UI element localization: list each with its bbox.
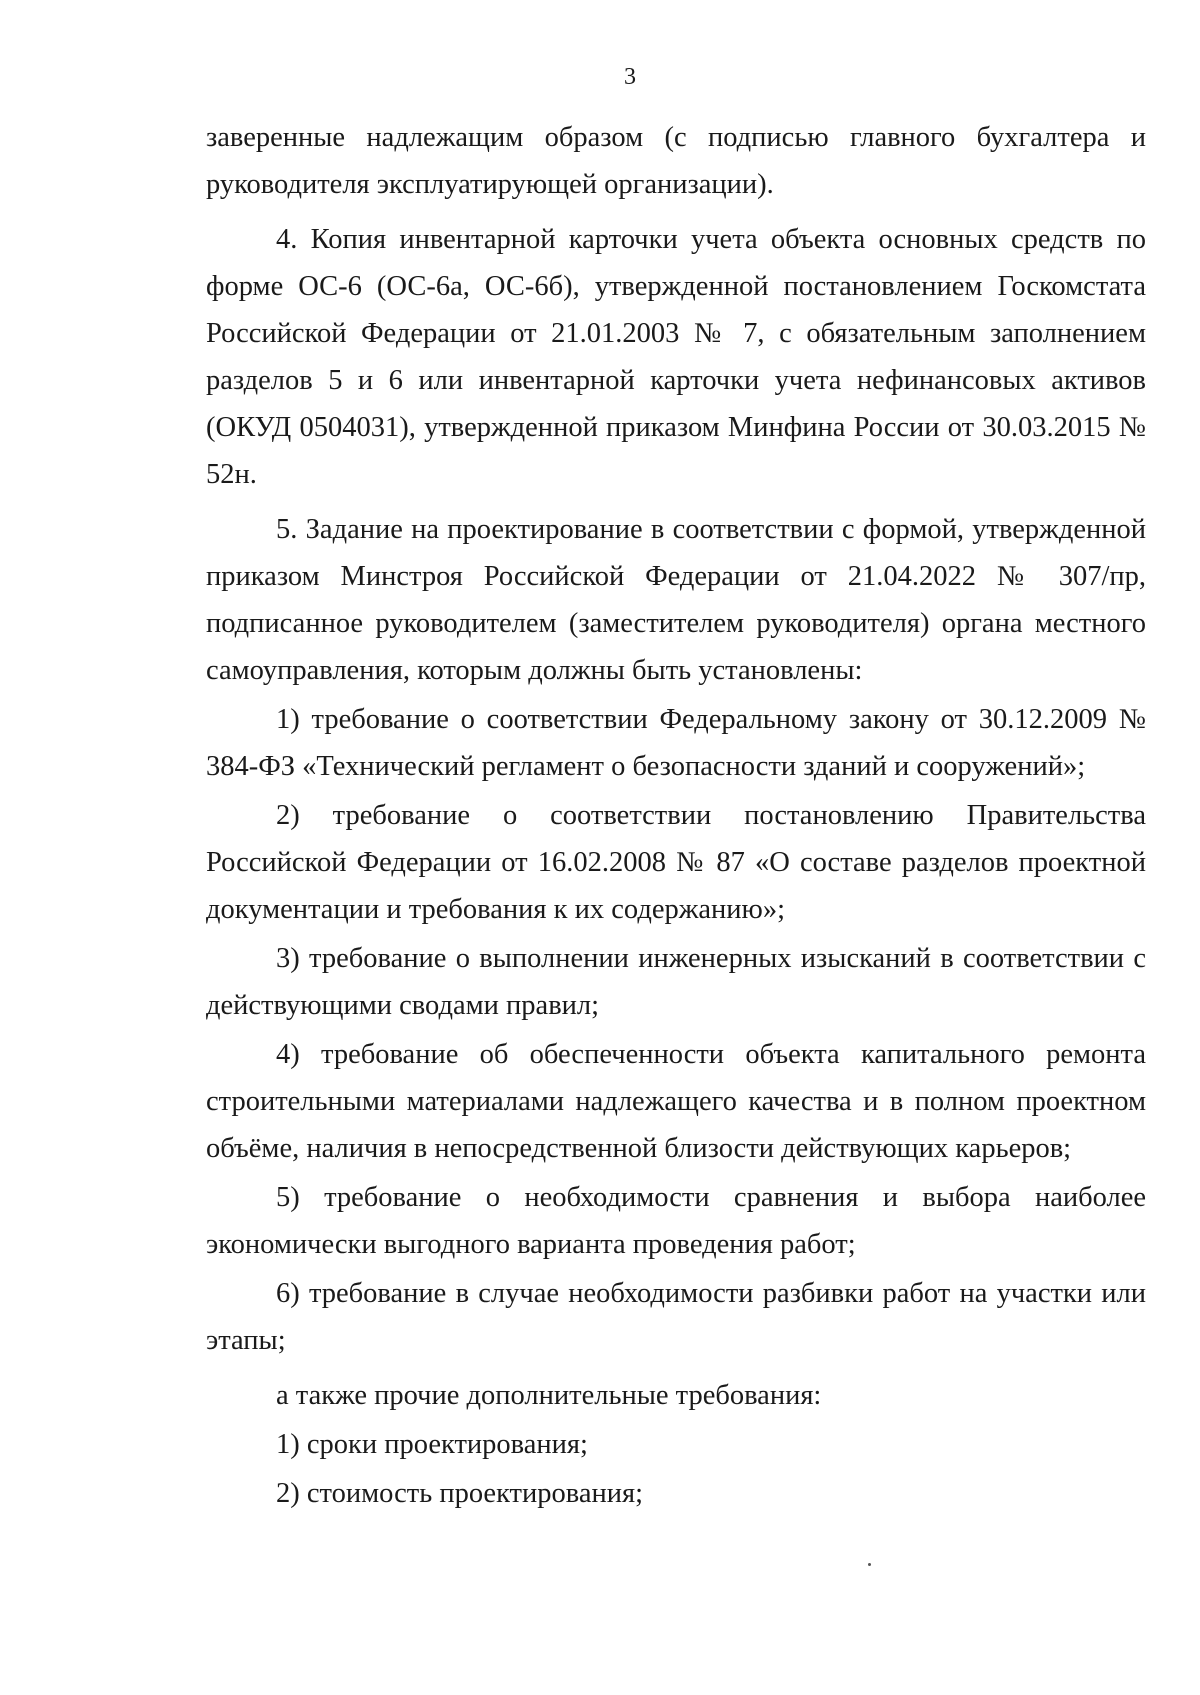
paragraph-item-4: 4. Копия инвентарной карточки учета объекта основных средств по форме ОС-6 (ОС-6а, ОС-6б), утвержденной постановлением Госкомстата Российской Федерации от 21.01.2003 № 7, с обязательным заполнением разделов 5 и 6 или инвентарной карточки учета нефинансовых активов (ОКУД 0504031), утвержденной приказом Минфина России от 30.03.2015 № 52н. [206, 224, 1146, 490]
page-number: 3 [624, 64, 636, 90]
subitem-5: 5) требование о необходимости сравнения и выбора наиболее экономически выгодного варианта проведения работ; [206, 1182, 1146, 1260]
subitem-4: 4) требование об обеспеченности объекта капитального ремонта строительными материалами надлежащего качества и в полном проектном объёме, наличия в непосредственной близости действующих карьеров; [206, 1039, 1146, 1164]
paragraph-item-5: 5. Задание на проектирование в соответствии с формой, утвержденной приказом Минстроя Российской Федерации от 21.04.2022 № 307/пр, подписанное руководителем (заместителем руководителя) органа местного самоуправления, которым должны быть установлены: [206, 514, 1146, 686]
subitem-6: 6) требование в случае необходимости разбивки работ на участки или этапы; [206, 1278, 1146, 1356]
paragraph-continuation: заверенные надлежащим образом (с подписью главного бухгалтера и руководителя эксплуатирующей организации). [206, 122, 1146, 200]
subitem-2: 2) требование о соответствии постановлению Правительства Российской Федерации от 16.02.2008 № 87 «О составе разделов проектной документации и требования к их содержанию»; [206, 800, 1146, 925]
additional-item-2: 2) стоимость проектирования; [276, 1478, 644, 1509]
subitem-3: 3) требование о выполнении инженерных изысканий в соответствии с действующими сводами правил; [206, 943, 1146, 1021]
scan-speck [868, 1563, 871, 1566]
subitem-1: 1) требование о соответствии Федеральному закону от 30.12.2009 № 384-ФЗ «Технический регламент о безопасности зданий и сооружений»; [206, 704, 1146, 782]
document-body [206, 114, 1146, 1519]
additional-item-1: 1) сроки проектирования; [276, 1429, 588, 1460]
additional-requirements-intro: а также прочие дополнительные требования: [276, 1380, 822, 1411]
